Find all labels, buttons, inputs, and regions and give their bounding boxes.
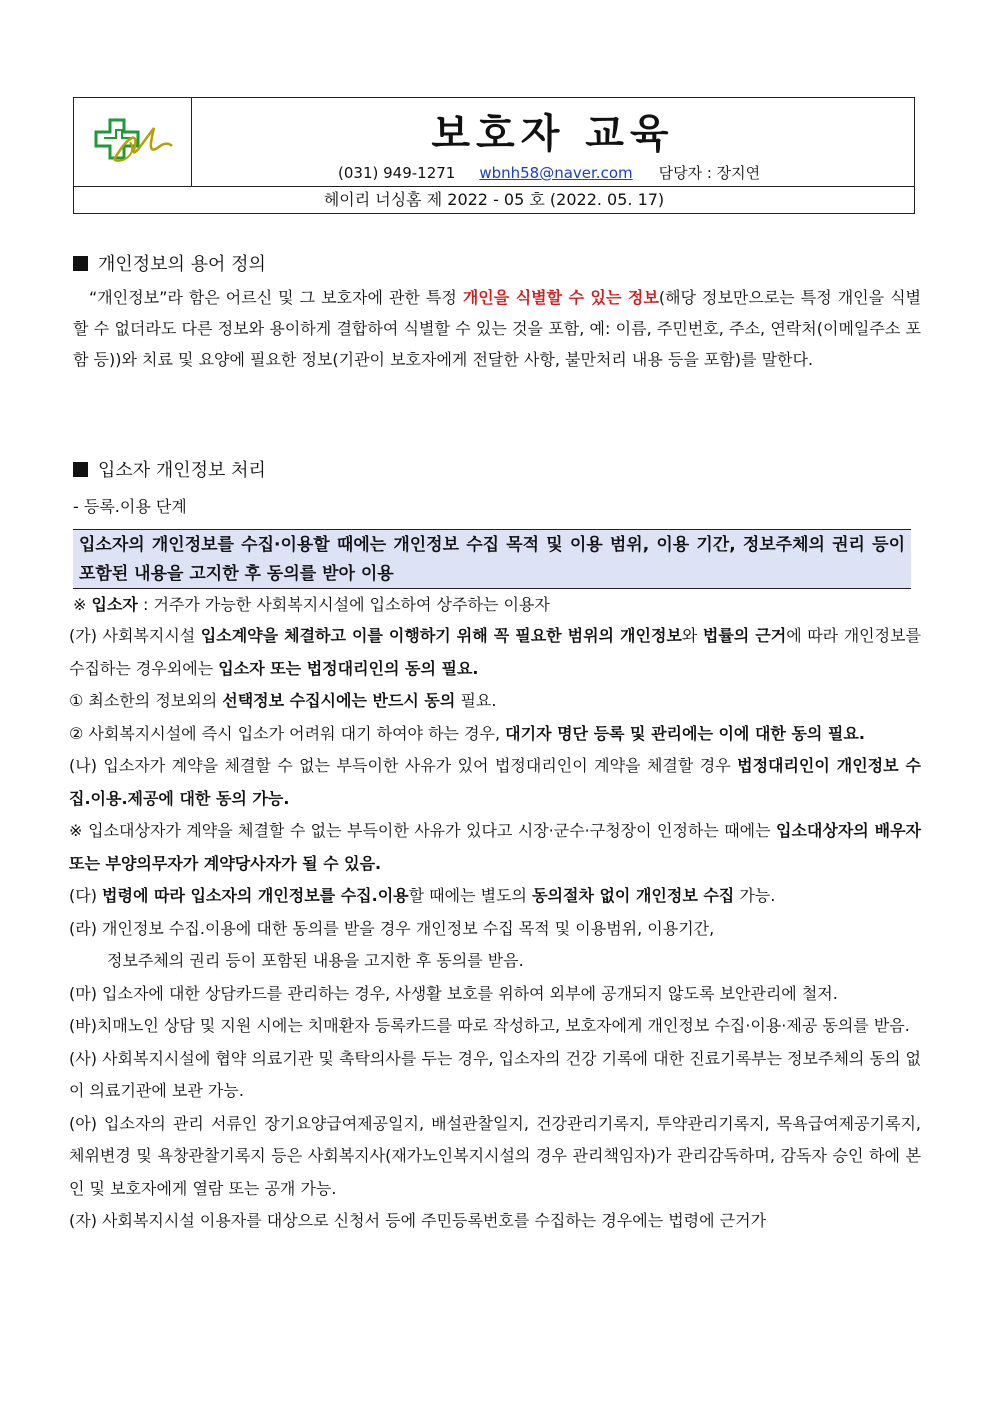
document-title: 보호자 교육 — [431, 111, 675, 157]
list-item-a: (아) 입소자의 관리 서류인 장기요양급여제공일지, 배설관찰일지, 건강관리기록지, 투약관리기록지, 목욕급여제공기록지, 체위변경 및 욕창관찰기록지 등은 사회복지사(재가노인복지시설의 경우 관리책임자)가 관리감독하며, 감독자 승인 하에 본인 및 보호자에게 열람 또는 공개 가능. — [69, 1113, 921, 1198]
square-bullet-icon — [73, 462, 88, 477]
key-rule-box: 입소자의 개인정보를 수집·이용할 때에는 개인정보 수집 목적 및 이용 범위, 이용 기간, 정보주체의 권리 등이 포함된 내용을 고지한 후 동의를 받아 이용 — [73, 529, 911, 589]
sub-heading-stage: - 등록.이용 단계 — [73, 497, 187, 516]
contact-line — [338, 162, 760, 183]
section-heading-definition: 개인정보의 용어 정의 — [73, 250, 266, 276]
issue-number: 헤이리 너싱홈 제 2022 - 05 호 (2022. 05. 17) — [74, 186, 914, 215]
rules-list — [69, 590, 921, 1238]
definition-paragraph: “개인정보”라 함은 어르신 및 그 보호자에 관한 특정 개인을 식별할 수 있는 정보(해당 정보만으로는 특정 개인을 식별할 수 없더라도 다른 정보와 용이하게 결합하여 식별할 수 있는 것을 포함, 예: 이름, 주민번호, 주소, 연락처(이메일주소 포함 등))와 치료 및 요양에 필요한 정보(기관이 보호자에게 전달한 사항, 불만처리 내용 등을 포함)를 말한다. — [73, 288, 921, 369]
email-link[interactable]: wbnh58@naver.com — [479, 164, 633, 182]
list-item-na: (나) 입소자가 계약을 체결할 수 없는 부득이한 사유가 있어 법정대리인이 계약을 체결할 경우 법정대리인이 개인정보 수집.이용.제공에 대한 동의 가능. — [69, 756, 921, 808]
square-bullet-icon — [73, 256, 88, 271]
list-item-sa: (사) 사회복지시설에 협약 의료기관 및 촉탁의사를 두는 경우, 입소자의 건강 기록에 대한 진료기록부는 정보주체의 동의 없이 의료기관에 보관 가능. — [69, 1048, 921, 1100]
list-item-ma: (마) 입소자에 대한 상담카드를 관리하는 경우, 사생활 보호를 위하여 외부에 공개되지 않도록 보안관리에 철저. — [69, 983, 838, 1003]
list-item-c2: ② 사회복지시설에 즉시 입소가 어려워 대기 하여야 하는 경우, 대기자 명단 등록 및 관리에는 이에 대한 동의 필요. — [69, 723, 865, 743]
logo-cell — [74, 98, 192, 186]
resident-note: ※ 입소자 : 거주가 가능한 사회복지시설에 입소하여 상주하는 이용자 — [73, 595, 550, 614]
list-item-da: (다) 법령에 따라 입소자의 개인정보를 수집.이용할 때에는 별도의 동의절차 없이 개인정보 수집 가능. — [69, 886, 776, 905]
section-heading-processing: 입소자 개인정보 처리 — [73, 456, 266, 482]
highlighted-phrase: 개인을 식별할 수 있는 정보 — [462, 288, 659, 307]
header-box — [73, 97, 915, 214]
nursing-home-logo — [74, 98, 192, 186]
list-item-ra: (라) 개인정보 수집.이용에 대한 동의를 받을 경우 개인정보 수집 목적 및 이용범위, 이용기간, 정보주체의 권리 등이 포함된 내용을 고지한 후 동의를 받음. — [69, 918, 715, 970]
list-item-c1: ① 최소한의 정보외의 선택정보 수집시에는 반드시 동의 필요. — [69, 691, 497, 710]
list-item-note: ※ 입소대상자가 계약을 체결할 수 없는 부득이한 사유가 있다고 시장·군수·구청장이 인정하는 때에는 입소대상자의 배우자 또는 부양의무자가 계약당사자가 될 수 있음. — [69, 821, 921, 873]
phone-number: (031) 949-1271 — [338, 164, 456, 182]
manager-name: 담당자 : 장지연 — [658, 164, 761, 182]
list-item-ga: (가) 사회복지시설 입소계약을 체결하고 이를 이행하기 위해 꼭 필요한 범위의 개인정보와 법률의 근거에 따라 개인정보를 수집하는 경우외에는 입소자 또는 법정대리인의 동의 필요. — [69, 626, 921, 678]
list-item-ba: (바)치매노인 상담 및 지원 시에는 치매환자 등록카드를 따로 작성하고, 보호자에게 개인정보 수집·이용·제공 동의를 받음. — [69, 1016, 910, 1035]
title-cell — [192, 98, 914, 186]
list-item-ja: (자) 사회복지시설 이용자를 대상으로 신청서 등에 주민등록번호를 수집하는 경우에는 법령에 근거가 — [69, 1211, 767, 1230]
